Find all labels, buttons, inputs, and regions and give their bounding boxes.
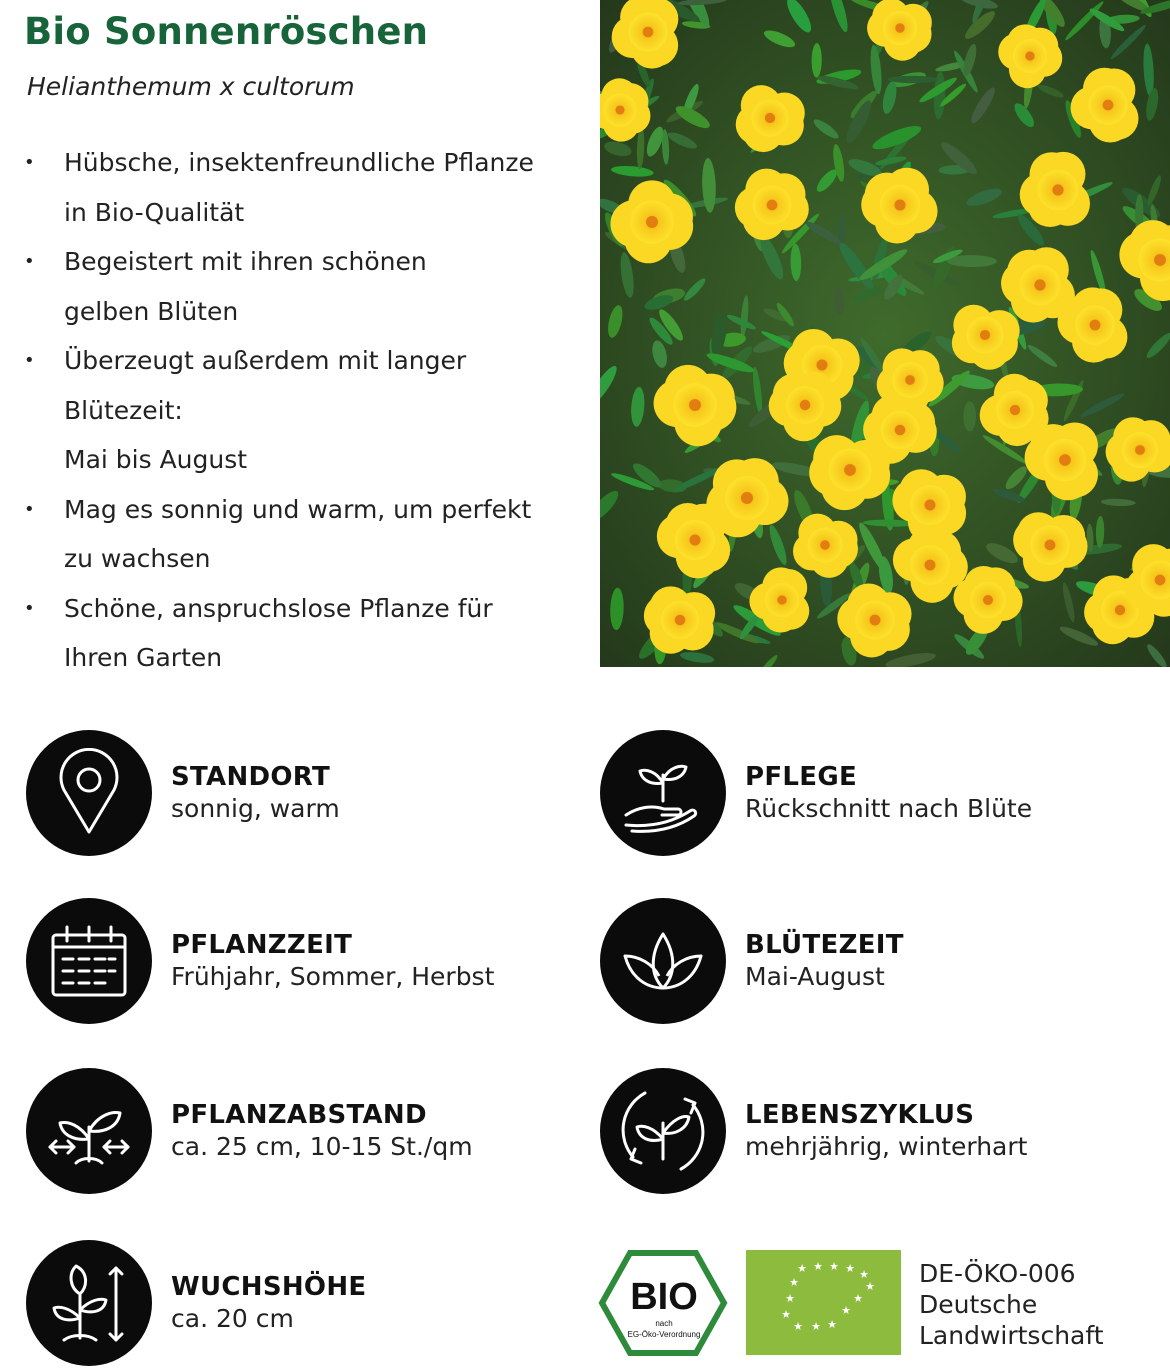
svg-text:nach: nach xyxy=(655,1319,673,1328)
svg-text:★: ★ xyxy=(811,1320,821,1333)
svg-text:★: ★ xyxy=(785,1292,795,1305)
svg-text:★: ★ xyxy=(845,1262,855,1275)
bullet-item-continuation: Ihren Garten xyxy=(64,643,223,672)
eu-organic-logo xyxy=(746,1250,901,1355)
feature-label: LEBENSZYKLUS xyxy=(745,1100,975,1130)
bullet-dot: • xyxy=(24,152,35,173)
svg-text:★: ★ xyxy=(793,1320,803,1333)
certification-text xyxy=(919,1258,1104,1351)
svg-text:★: ★ xyxy=(865,1280,875,1293)
feature-label: PFLANZABSTAND xyxy=(171,1100,427,1130)
bullet-item: • Überzeugt außerdem mit langer Blütezeit: xyxy=(24,336,584,435)
svg-text:★: ★ xyxy=(813,1260,823,1273)
feature-value: mehrjährig, winterhart xyxy=(745,1132,1028,1161)
certification-code: DE-ÖKO-006 xyxy=(919,1259,1076,1288)
bullet-item: • Mag es sonnig und warm, um perfekt xyxy=(24,485,584,535)
bullet-dot: • xyxy=(24,498,35,520)
bullet-dot: • xyxy=(24,350,35,371)
plant-height-icon xyxy=(26,1240,152,1366)
bullet-item-continuation: gelben Blüten xyxy=(64,296,239,326)
plant-spacing-icon xyxy=(26,1068,152,1194)
feature-bullet-list xyxy=(24,138,584,683)
bullet-item: • Schöne, anspruchslose Pflanze für xyxy=(24,584,584,634)
svg-text:★: ★ xyxy=(797,1262,807,1275)
bullet-dot: • xyxy=(24,251,35,272)
certification-line: Landwirtschaft xyxy=(919,1321,1104,1350)
feature-pflege xyxy=(600,730,1140,860)
feature-pflanzzeit xyxy=(26,898,566,1028)
flower xyxy=(644,586,715,653)
feature-standort xyxy=(26,730,566,860)
hand-seedling-icon xyxy=(600,730,726,856)
bullet-item: • Begeistert mit ihren schönen xyxy=(24,237,584,287)
yellow-flowers-image xyxy=(600,0,1170,667)
feature-label: STANDORT xyxy=(171,762,330,792)
feature-pflanzabstand xyxy=(26,1068,566,1198)
feature-label: WUCHSHÖHE xyxy=(171,1272,367,1302)
bullet-item-continuation: in Bio-Qualität xyxy=(64,197,245,227)
bullet-dot: • xyxy=(24,597,35,619)
bullet-item: • Hübsche, insektenfreundliche Pflanze xyxy=(24,138,584,188)
flower xyxy=(736,85,805,152)
bio-logo-text: BIO xyxy=(630,1276,698,1318)
feature-value: Rückschnitt nach Blüte xyxy=(745,794,1033,823)
svg-text:★: ★ xyxy=(841,1304,851,1317)
feature-value: sonnig, warm xyxy=(171,794,340,823)
feature-wuchshoehe xyxy=(26,1240,566,1370)
feature-value: ca. 20 cm xyxy=(171,1304,294,1333)
certification-line: Deutsche xyxy=(919,1290,1038,1319)
product-title: Bio Sonnenröschen xyxy=(24,10,429,53)
svg-text:EG-Öko-Verordnung: EG-Öko-Verordnung xyxy=(627,1330,701,1339)
bio-seal-logo xyxy=(598,1249,728,1361)
svg-text:★: ★ xyxy=(789,1276,799,1289)
svg-text:★: ★ xyxy=(859,1268,869,1281)
svg-text:★: ★ xyxy=(827,1318,837,1331)
feature-bluetezeit xyxy=(600,898,1140,1028)
bullet-item-continuation: zu wachsen xyxy=(64,544,211,573)
svg-text:★: ★ xyxy=(781,1308,791,1321)
plant-cycle-icon xyxy=(600,1068,726,1194)
feature-lebenszyklus xyxy=(600,1068,1140,1198)
svg-text:★: ★ xyxy=(853,1292,863,1305)
feature-value: Mai-August xyxy=(745,962,885,991)
svg-text:★: ★ xyxy=(829,1260,839,1273)
location-pin-icon xyxy=(26,730,152,856)
feature-label: PFLANZZEIT xyxy=(171,930,353,960)
feature-value: ca. 25 cm, 10-15 St./qm xyxy=(171,1132,473,1161)
product-photo xyxy=(600,0,1170,667)
feature-value: Frühjahr, Sommer, Herbst xyxy=(171,962,495,991)
feature-label: BLÜTEZEIT xyxy=(745,930,904,960)
feature-label: PFLEGE xyxy=(745,762,858,792)
latin-name: Helianthemum x cultorum xyxy=(27,72,355,101)
calendar-icon xyxy=(26,898,152,1024)
bullet-item-continuation: Mai bis August xyxy=(64,445,248,474)
lotus-flower-icon xyxy=(600,898,726,1024)
